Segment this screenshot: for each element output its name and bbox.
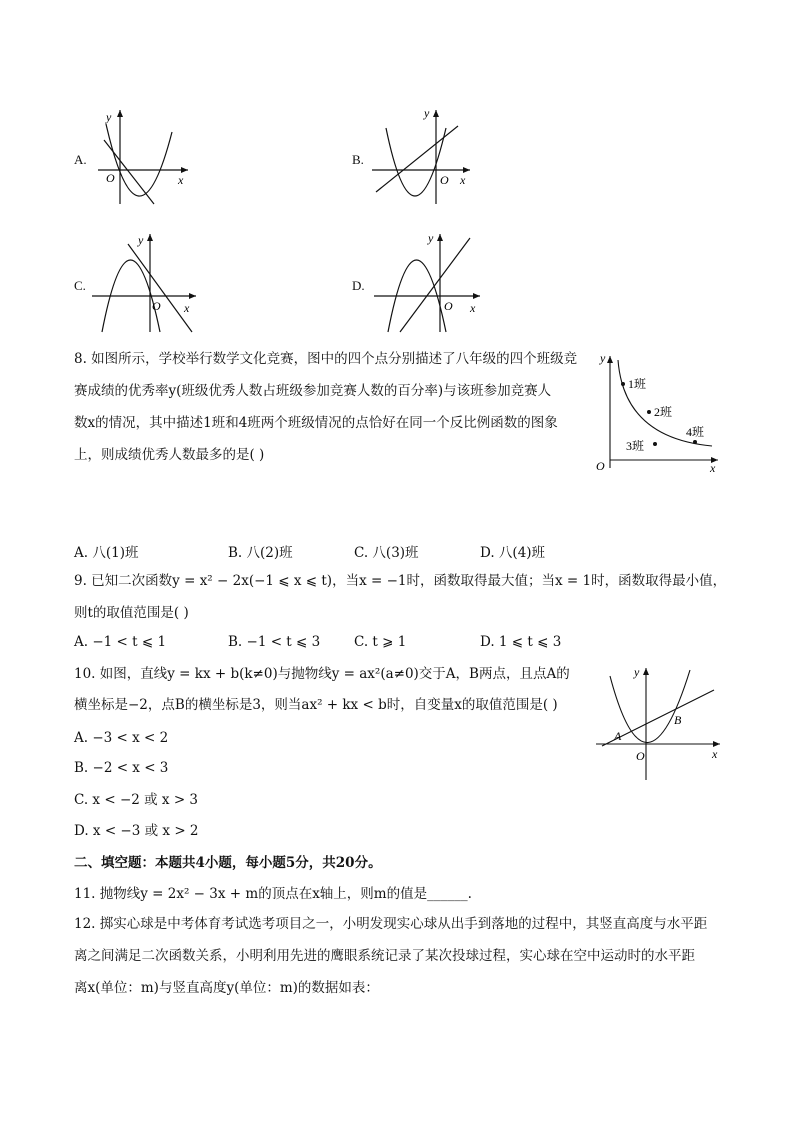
origin-label: O [444,299,453,313]
q12-line-1: 12. 掷实心球是中考体育考试选考项目之一，小明发现实心球从出手到落地的过程中，其竖直高度与水平距 [74,916,708,932]
point-class-1 [621,382,625,386]
q8-choice-b[interactable]: B. 八(2)班 [228,545,293,561]
q7-graph-b [366,104,486,214]
origin-label: O [596,459,605,473]
q8-line-4: 上，则成绩优秀人数最多的是( ) [74,447,265,463]
q7-option-a-label: A. [74,152,87,167]
parabola [386,128,446,196]
q7-graph-d [370,228,490,338]
point-b-label: B [674,713,682,727]
q7-option-b-label: B. [352,152,364,167]
x-axis-arrow [473,293,480,299]
q9-choice-d[interactable]: D. 1 ⩽ t ⩽ 3 [480,634,562,650]
y-label: y [424,106,430,120]
x-label: x [184,301,190,315]
x-label: x [712,747,718,761]
q9-choice-c[interactable]: C. t ⩾ 1 [354,634,407,650]
y-axis-arrow [433,110,439,117]
y-axis-arrow [607,356,613,363]
label-class-4: 4班 [686,425,705,439]
y-axis-arrow [117,110,123,117]
parabola [610,670,690,743]
point-class-3 [653,442,657,446]
q9-choice-a[interactable]: A. −1 < t ⩽ 1 [74,634,167,650]
q7-option-c-label: C. [74,278,86,293]
q11-text: 11. 抛物线y = 2x² − 3x + m的顶点在x轴上，则m的值是______. [74,886,472,902]
label-class-3: 3班 [626,439,645,453]
q10-choice-d[interactable]: D. x < −3 或 x > 2 [74,823,199,839]
x-label: x [460,173,466,187]
y-label: y [138,233,144,247]
q10-choice-a[interactable]: A. −3 < x < 2 [74,730,169,746]
y-label: y [634,665,640,679]
y-axis-arrow [643,668,649,675]
q10-figure [592,662,728,786]
q12-line-2: 离之间满足二次函数关系，小明利用先进的鹰眼系统记录了某次投球过程，实心球在空中运动时的水平距 [74,948,695,964]
origin-label: O [440,173,449,187]
q9-line-1: 9. 已知二次函数y = x² − 2x(−1 ⩽ x ⩽ t)，当x = −1时，函数取得最大值；当x = 1时，函数取得最小值， [74,573,727,589]
x-axis-arrow [189,293,196,299]
label-class-2: 2班 [654,405,673,419]
q8-line-2: 赛成绩的优秀率y(班级优秀人数占班级参加竞赛人数的百分率)与该班参加竞赛人 [74,383,552,399]
q8-line-1: 8. 如图所示，学校举行数学文化竞赛，图中的四个点分别描述了八年级的四个班级竞 [74,351,578,367]
q8-choice-c[interactable]: C. 八(3)班 [354,545,419,561]
line [400,238,470,332]
q8-figure [592,350,724,474]
q8-choice-a[interactable]: A. 八(1)班 [74,545,139,561]
q7-option-d-label: D. [352,278,365,293]
q12-line-3: 离x(单位：m)与竖直高度y(单位：m)的数据如表： [74,980,379,996]
q9-choice-b[interactable]: B. −1 < t ⩽ 3 [228,634,321,650]
origin-label: O [636,749,645,763]
point-a-label: A [614,729,622,743]
x-label: x [470,301,476,315]
q9-line-2: 则t的取值范围是( ) [74,605,189,621]
origin-label: O [152,299,161,313]
q10-line-2: 横坐标是−2，点B的横坐标是3，则当ax² + kx < b时，自变量x的取值范围是( ) [74,697,558,713]
x-label: x [710,461,716,474]
point-class-2 [647,410,651,414]
section-2-title: 二、填空题：本题共4小题，每小题5分，共20分。 [74,855,382,871]
y-label: y [428,231,434,245]
x-label: x [178,173,184,187]
y-axis-arrow [147,234,153,241]
y-label: y [106,110,112,124]
line [128,244,192,332]
q7-graph-a [92,104,202,214]
q10-line-1: 10. 如图，直线y = kx + b(k≠0)与抛物线y = ax²(a≠0)交于A，B两点，且点A的 [74,666,570,682]
q10-choice-b[interactable]: B. −2 < x < 3 [74,760,169,776]
q8-line-3: 数x的情况，其中描述1班和4班两个班级情况的点恰好在同一个反比例函数的图象 [74,415,558,431]
point-class-4 [693,440,697,444]
y-axis-arrow [437,234,443,241]
q8-choice-d[interactable]: D. 八(4)班 [480,545,546,561]
label-class-1: 1班 [628,377,647,391]
y-label: y [600,351,606,365]
q7-graph-c [88,228,208,338]
q10-choice-c[interactable]: C. x < −2 或 x > 3 [74,792,199,808]
origin-label: O [106,171,115,185]
